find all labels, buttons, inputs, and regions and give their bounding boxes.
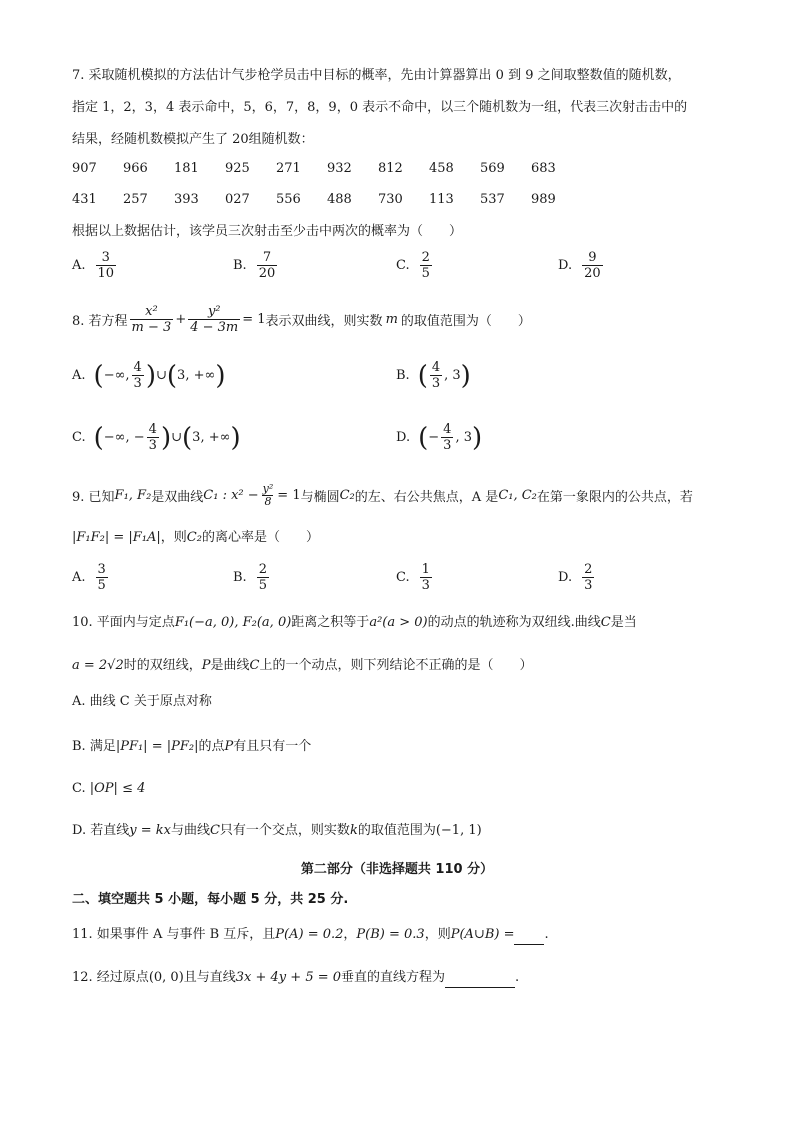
option-label: B. bbox=[233, 258, 247, 273]
interval-right: 3, +∞ bbox=[192, 430, 231, 445]
random-number: 181 bbox=[174, 161, 199, 176]
q10-text: 是当 bbox=[610, 615, 637, 630]
random-number: 683 bbox=[531, 161, 556, 176]
random-number: 027 bbox=[225, 192, 250, 207]
q8-option-d: D. ( − $\frac{4}{3}$ , 3 ) bbox=[396, 422, 483, 453]
ellipse-c2: C₂ bbox=[339, 488, 355, 503]
denominator: 20 bbox=[584, 266, 601, 281]
q11-text: ， bbox=[343, 927, 357, 942]
q7-option-d bbox=[558, 250, 605, 281]
random-number: 569 bbox=[480, 161, 505, 176]
option-label: A. bbox=[72, 258, 86, 273]
q9-mid1: 是双曲线 bbox=[151, 490, 204, 505]
q10-text: 距离之积等于 bbox=[291, 615, 370, 630]
q10-text: 时的双纽线， bbox=[123, 658, 202, 673]
q10-text: 10. 平面内与定点 bbox=[72, 615, 175, 630]
random-number: 431 bbox=[72, 192, 97, 207]
option-text: 与曲线 bbox=[170, 823, 210, 838]
q11 bbox=[72, 925, 549, 945]
fixed-points: F₁(−a, 0), F₂(a, 0) bbox=[174, 615, 292, 630]
q10-option-d bbox=[72, 821, 482, 841]
q7-option-c bbox=[396, 250, 434, 281]
q9-option-b bbox=[233, 562, 271, 593]
denominator: 5 bbox=[97, 578, 106, 593]
q9-mid3: 的左、右公共焦点，A 是 bbox=[354, 490, 499, 505]
q11-text: ，则 bbox=[424, 927, 451, 942]
line-equation: 3x + 4y + 5 = 0 bbox=[235, 970, 342, 985]
curves-c1-c2: C₁, C₂ bbox=[498, 488, 537, 503]
q7-option-b bbox=[233, 250, 279, 281]
denominator: 5 bbox=[258, 578, 267, 593]
numerator: x² bbox=[145, 304, 158, 319]
option-label: A. bbox=[72, 570, 86, 585]
random-number: 537 bbox=[480, 192, 505, 207]
random-number: 393 bbox=[174, 192, 199, 207]
interval-left: −∞, bbox=[103, 368, 130, 383]
point-p: P bbox=[201, 658, 211, 673]
option-text: B. 满足 bbox=[72, 739, 116, 754]
q9-mid2: 与椭圆 bbox=[300, 490, 340, 505]
random-number: 488 bbox=[327, 192, 352, 207]
random-number: 113 bbox=[429, 192, 454, 207]
random-numbers-row-1 bbox=[72, 161, 582, 176]
option-text: 的点 bbox=[198, 739, 225, 754]
random-number: 925 bbox=[225, 161, 250, 176]
curve-c: C bbox=[209, 823, 220, 838]
q9-tail: 在第一象限内的公共点，若 bbox=[536, 490, 693, 505]
line-equation: y = kx bbox=[129, 823, 171, 838]
q9-line2 bbox=[72, 528, 319, 548]
a-value: a = 2√2 bbox=[72, 658, 124, 673]
q12-text: . bbox=[515, 970, 520, 985]
random-number: 271 bbox=[276, 161, 301, 176]
denominator: 3 bbox=[421, 578, 430, 593]
random-number: 458 bbox=[429, 161, 454, 176]
foci: F₁, F₂ bbox=[114, 488, 152, 503]
random-number: 907 bbox=[72, 161, 97, 176]
distance-equality: |F₁F₂| = |F₁A| bbox=[72, 530, 161, 545]
equals: = 1 bbox=[242, 312, 266, 327]
q10-option-b bbox=[72, 737, 311, 757]
q9-stem bbox=[72, 483, 693, 508]
numerator: 9 bbox=[588, 250, 597, 265]
numerator: 4 bbox=[431, 360, 441, 375]
numerator: 4 bbox=[443, 422, 452, 437]
interval-right: 3, +∞ bbox=[177, 368, 216, 383]
interval: (−1, 1) bbox=[435, 823, 482, 838]
origin-point: (0, 0) bbox=[148, 970, 184, 985]
option-label: D. bbox=[558, 258, 573, 273]
q10-line1 bbox=[72, 613, 637, 633]
numerator: 1 bbox=[421, 562, 430, 577]
numerator: 7 bbox=[262, 250, 272, 265]
interval-right: , 3 bbox=[444, 368, 461, 383]
numerator: y² bbox=[262, 482, 274, 495]
option-label: C. bbox=[72, 430, 86, 445]
numerator: 4 bbox=[148, 422, 157, 437]
plus-sign: + bbox=[175, 312, 187, 327]
q7-question: 根据以上数据估计，该学员三次射击至少击中两次的概率为（ ） bbox=[72, 224, 463, 239]
section-heading: 二、填空题共 5 小题，每小题 5 分，共 25 分. bbox=[72, 892, 349, 907]
option-label: C. bbox=[72, 781, 86, 796]
q10-text: 是曲线 bbox=[210, 658, 250, 673]
interval-left: −∞, − bbox=[103, 430, 145, 445]
equals: = 1 bbox=[277, 488, 301, 503]
random-number: 966 bbox=[123, 161, 148, 176]
q10-line2 bbox=[72, 656, 532, 676]
q7-option-a bbox=[72, 250, 118, 281]
q9-text: ，则 bbox=[160, 530, 187, 545]
denominator: 8 bbox=[264, 495, 272, 508]
q10-text: 的动点的轨迹称为双纽线.曲线 bbox=[427, 615, 601, 630]
q9-option-c bbox=[396, 562, 434, 593]
q10-question: 上的一个动点，则下列结论不正确的是（ ） bbox=[259, 658, 533, 673]
option-label: B. bbox=[396, 368, 410, 383]
q10-option-a: A. 曲线 C 关于原点对称 bbox=[72, 694, 212, 709]
q7-line2: 指定 1，2，3，4 表示命中，5，6，7，8，9，0 表示不命中，以三个随机数为一组，代表三次射击击中的 bbox=[72, 100, 688, 115]
union-symbol: ∪ bbox=[155, 368, 167, 383]
option-text: 有且只有一个 bbox=[233, 739, 312, 754]
variable-k: k bbox=[349, 823, 358, 838]
option-text: D. 若直线 bbox=[72, 823, 130, 838]
q9-prefix: 9. 已知 bbox=[72, 490, 115, 505]
prob-b: P(B) = 0.3 bbox=[356, 927, 425, 942]
q8-mid: 表示双曲线，则实数 bbox=[265, 314, 383, 329]
denominator: 20 bbox=[258, 266, 276, 281]
point-p: P bbox=[224, 739, 234, 754]
denominator: 3 bbox=[148, 438, 157, 453]
prob-union: P(A∪B) = bbox=[450, 927, 515, 942]
denominator: m − 3 bbox=[131, 320, 172, 335]
denominator: 3 bbox=[443, 438, 452, 453]
numerator: 2 bbox=[421, 250, 430, 265]
curve-c: C bbox=[600, 615, 611, 630]
q8-prefix: 8. 若方程 bbox=[72, 314, 128, 329]
q11-text: 11. 如果事件 A 与事件 B 互斥，且 bbox=[72, 927, 276, 942]
distance-equality: |PF₁| = |PF₂| bbox=[115, 739, 199, 754]
random-numbers-row-2 bbox=[72, 192, 582, 207]
random-number: 812 bbox=[378, 161, 403, 176]
option-label: C. bbox=[396, 570, 410, 585]
numerator: 3 bbox=[97, 562, 106, 577]
op-inequality: |OP| ≤ 4 bbox=[89, 781, 146, 796]
option-label: D. bbox=[558, 570, 573, 585]
q12-text: 垂直的直线方程为 bbox=[341, 970, 446, 985]
q9-option-d bbox=[558, 562, 596, 593]
answer-blank[interactable] bbox=[445, 987, 515, 988]
q8-option-b: B. ( $\frac{4}{3}$ , 3 ) bbox=[396, 360, 471, 391]
denominator: 3 bbox=[133, 376, 142, 391]
q12-text: 12. 经过原点 bbox=[72, 970, 149, 985]
denominator: 3 bbox=[431, 376, 441, 391]
denominator: 4 − 3m bbox=[190, 320, 239, 335]
denominator: 10 bbox=[97, 266, 115, 281]
q12-text: 且与直线 bbox=[183, 970, 236, 985]
union-symbol: ∪ bbox=[171, 430, 183, 445]
random-number: 730 bbox=[378, 192, 403, 207]
answer-blank[interactable] bbox=[514, 944, 544, 945]
interval-left: − bbox=[428, 430, 440, 445]
prob-a: P(A) = 0.2 bbox=[275, 927, 344, 942]
q7-line1: 7. 采取随机模拟的方法估计气步枪学员击中目标的概率，先由计算器算出 0 到 9 之间取整数值的随机数， bbox=[72, 68, 681, 83]
random-number: 257 bbox=[123, 192, 148, 207]
q8-option-a: A. ( −∞, $\frac{4}{3}$ ) ∪ ( 3, +∞ ) bbox=[72, 360, 226, 391]
option-text: 只有一个交点，则实数 bbox=[219, 823, 350, 838]
numerator: 3 bbox=[101, 250, 110, 265]
q8-stem bbox=[72, 304, 531, 335]
q11-text: . bbox=[544, 927, 549, 942]
q8-suffix: 的取值范围为（ ） bbox=[400, 314, 531, 329]
variable-m: m bbox=[385, 312, 398, 327]
option-label: A. bbox=[72, 368, 86, 383]
curve-c: C bbox=[249, 658, 260, 673]
q12 bbox=[72, 968, 519, 988]
numerator: 2 bbox=[584, 562, 593, 577]
q8-option-c: C. ( −∞, − $\frac{4}{3}$ ) ∪ ( 3, +∞ ) bbox=[72, 422, 241, 453]
option-label: C. bbox=[396, 258, 410, 273]
numerator: 4 bbox=[133, 360, 142, 375]
q9-question: 的离心率是（ ） bbox=[201, 530, 319, 545]
random-number: 932 bbox=[327, 161, 352, 176]
a-squared: a²(a > 0) bbox=[369, 615, 428, 630]
denominator: 5 bbox=[421, 266, 430, 281]
numerator: 2 bbox=[258, 562, 267, 577]
interval-right: , 3 bbox=[455, 430, 472, 445]
ellipse-c2: C₂ bbox=[186, 530, 202, 545]
q10-option-c bbox=[72, 779, 145, 799]
option-text: 的取值范围为 bbox=[357, 823, 436, 838]
random-number: 556 bbox=[276, 192, 301, 207]
hyperbola-c1: C₁ : x² − bbox=[203, 488, 259, 503]
part-two-title: 第二部分（非选择题共 110 分） bbox=[300, 862, 494, 877]
option-label: D. bbox=[396, 430, 411, 445]
random-number: 989 bbox=[531, 192, 556, 207]
denominator: 3 bbox=[584, 578, 593, 593]
numerator: y² bbox=[207, 304, 221, 319]
q9-option-a bbox=[72, 562, 110, 593]
q7-line3: 结果，经随机数模拟产生了 20组随机数： bbox=[72, 132, 314, 147]
option-label: B. bbox=[233, 570, 247, 585]
